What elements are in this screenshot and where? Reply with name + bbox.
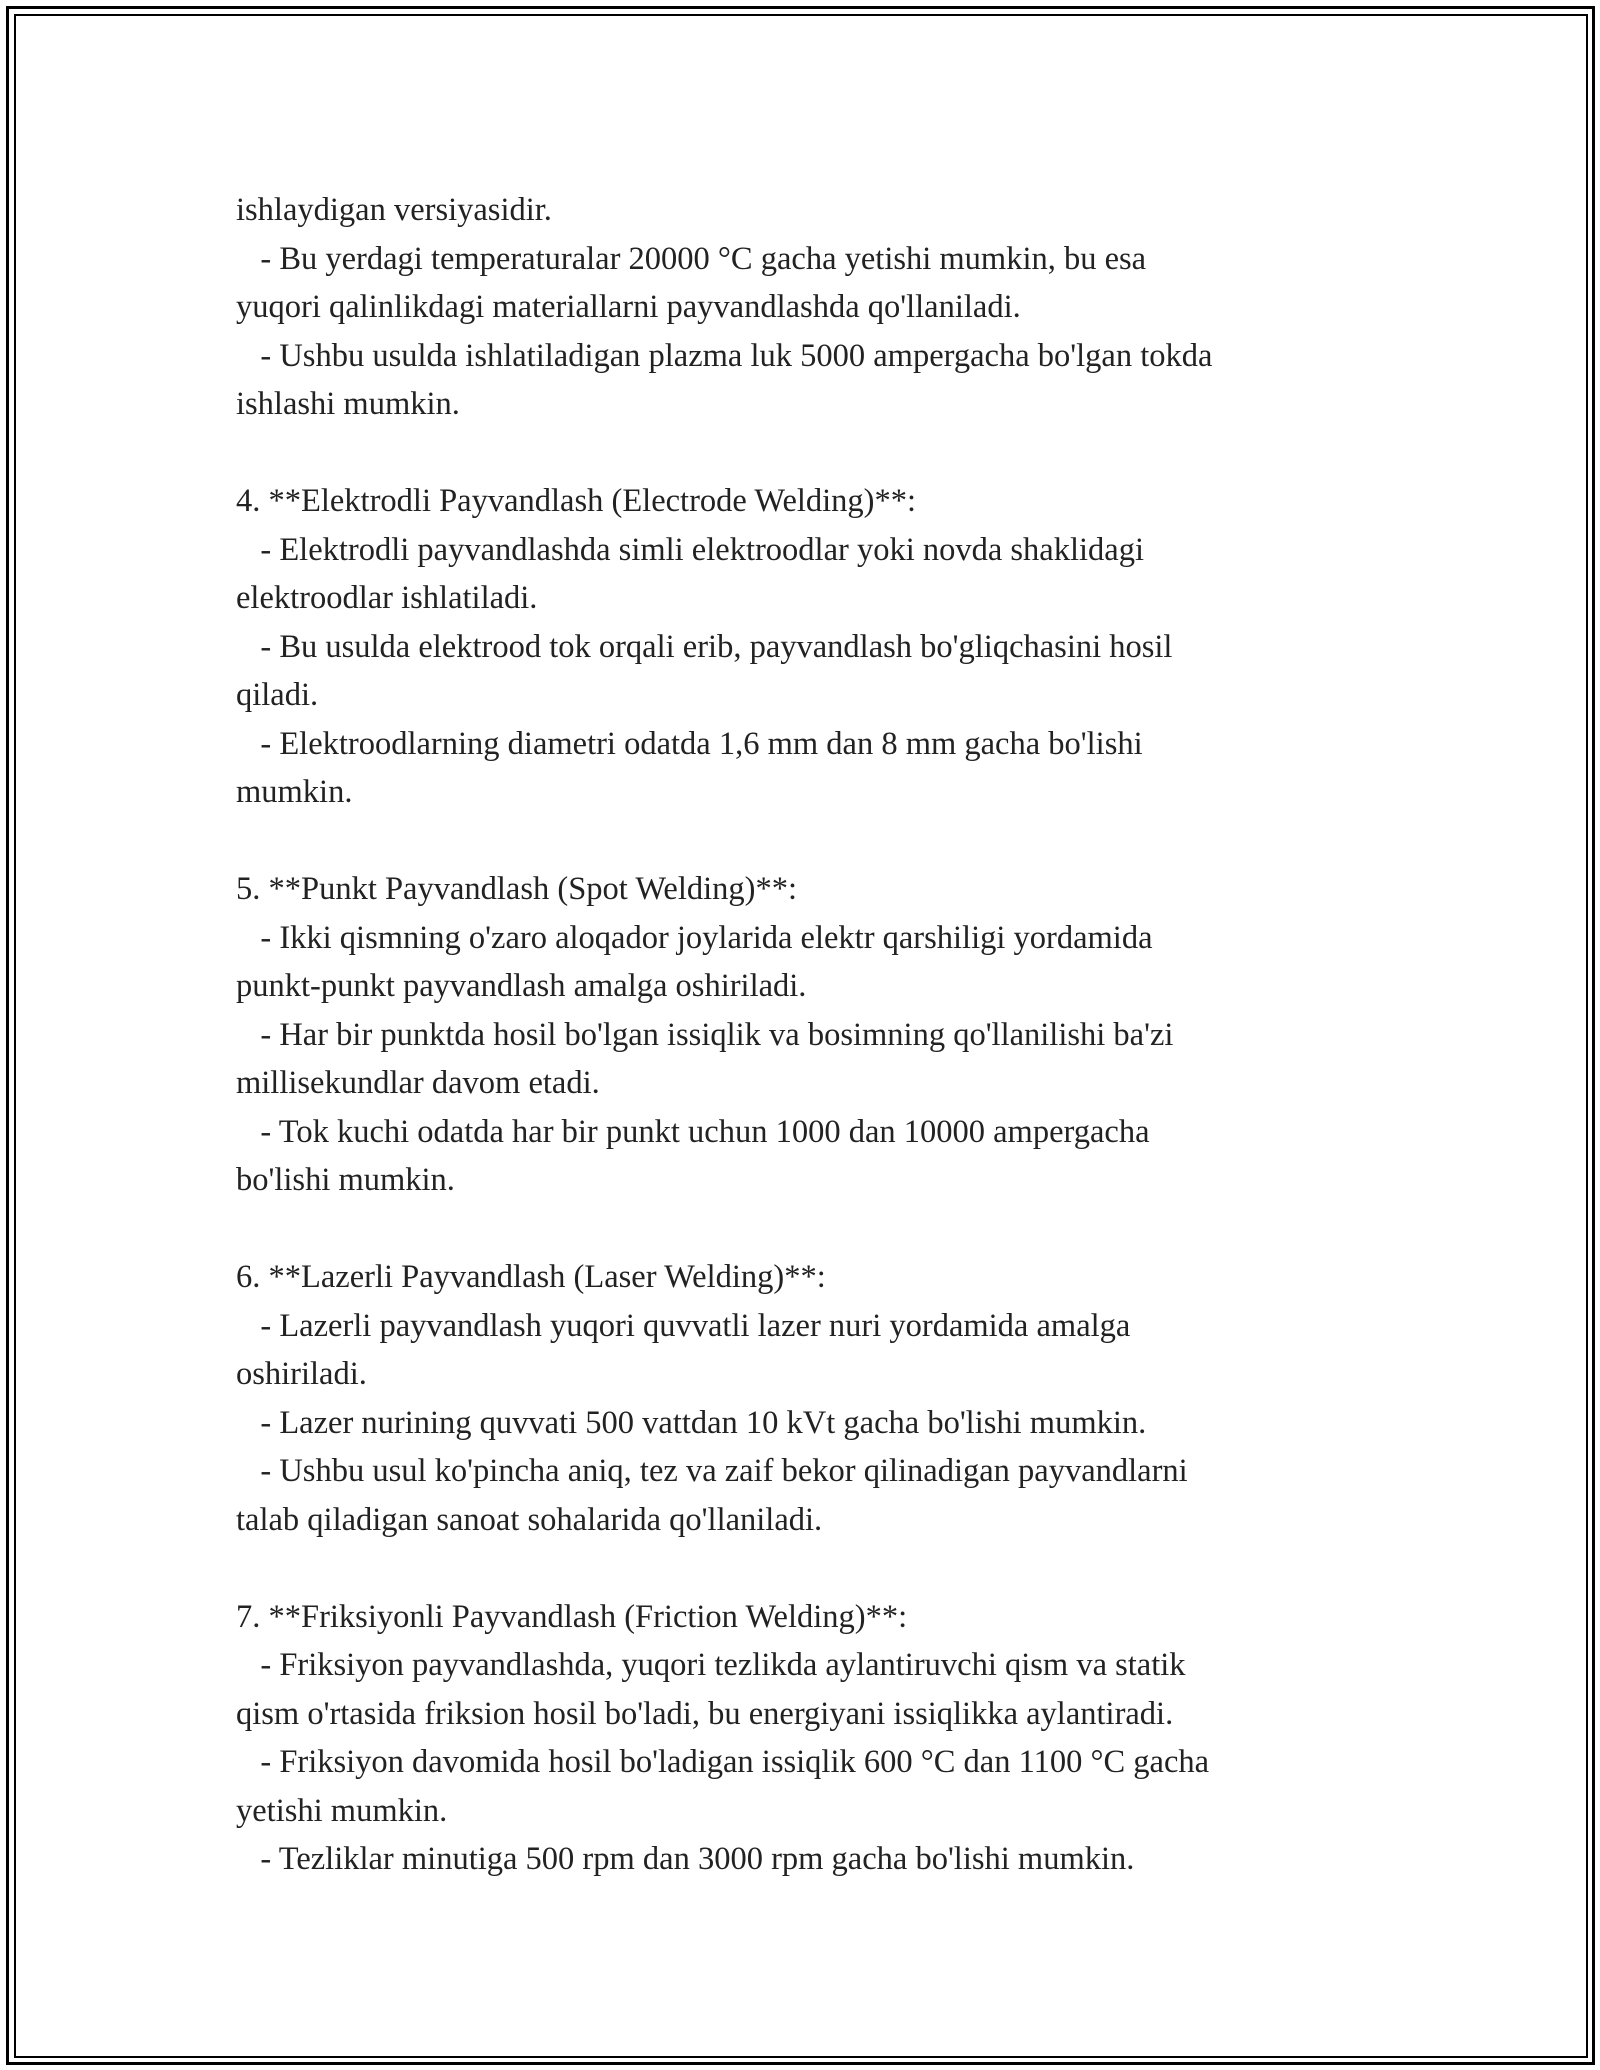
text-line: 5. **Punkt Payvandlash (Spot Welding)**: xyxy=(236,871,798,907)
text-line: 4. **Elektrodli Payvandlash (Electrode Welding)**: xyxy=(236,483,917,519)
text-paragraph xyxy=(236,1593,1376,1884)
text-line: - Ushbu usulda ishlatiladigan plazma luk 5000 ampergacha bo'lgan tokda xyxy=(236,337,1213,374)
text-line: - Bu yerdagi temperaturalar 20000 °C gacha yetishi mumkin, bu esa xyxy=(236,240,1147,277)
text-line: - Tok kuchi odatda har bir punkt uchun 1000 dan 10000 ampergacha xyxy=(236,1113,1150,1150)
text-line: - Har bir punktda hosil bo'lgan issiqlik va bosimning qo'llanilishi ba'zi xyxy=(236,1016,1174,1053)
text-line: ishlaydigan versiyasidir. xyxy=(236,192,552,228)
text-line: punkt-punkt payvandlash amalga oshiriladi. xyxy=(236,968,807,1004)
text-line: - Friksiyon davomida hosil bo'ladigan issiqlik 600 °C dan 1100 °C gacha xyxy=(236,1744,1210,1780)
text-line: - Lazerli payvandlash yuqori quvvatli lazer nuri yordamida amalga xyxy=(236,1307,1131,1344)
text-paragraph xyxy=(236,477,1376,817)
text-line: millisekundlar davom etadi. xyxy=(236,1065,600,1101)
text-line: - Tezliklar minutiga 500 rpm dan 3000 rpm gacha bo'lishi mumkin. xyxy=(236,1841,1135,1877)
text-line: talab qiladigan sanoat sohalarida qo'llaniladi. xyxy=(236,1501,823,1538)
text-line: elektroodlar ishlatiladi. xyxy=(236,580,538,616)
text-line: yuqori qalinlikdagi materiallarni payvandlashda qo'llaniladi. xyxy=(236,289,1021,325)
paragraph-spacer xyxy=(236,1544,1376,1593)
text-line: - Ushbu usul ko'pincha aniq, tez va zaif bekor qilinadigan payvandlarni xyxy=(236,1453,1188,1489)
text-line: bo'lishi mumkin. xyxy=(236,1162,455,1198)
paragraph-spacer xyxy=(236,429,1376,478)
text-line: - Elektrodli payvandlashda simli elektroodlar yoki novda shaklidagi xyxy=(236,531,1144,568)
text-line: - Ikki qismning o'zaro aloqador joylarida elektr qarshiligi yordamida xyxy=(236,919,1153,956)
paragraph-spacer xyxy=(236,817,1376,866)
text-paragraph xyxy=(236,186,1376,429)
text-line: - Bu usulda elektrood tok orqali erib, payvandlash bo'gliqchasini hosil xyxy=(236,628,1173,665)
document-body xyxy=(236,186,1376,1884)
text-line: yetishi mumkin. xyxy=(236,1792,448,1829)
text-line: - Lazer nurining quvvati 500 vattdan 10 kVt gacha bo'lishi mumkin. xyxy=(236,1404,1147,1441)
text-line: qiladi. xyxy=(236,677,319,713)
text-line: 6. **Lazerli Payvandlash (Laser Welding)**: xyxy=(236,1259,826,1295)
text-paragraph xyxy=(236,865,1376,1205)
paragraph-spacer xyxy=(236,1205,1376,1254)
text-line: qism o'rtasida friksion hosil bo'ladi, bu energiyani issiqlikka aylantiradi. xyxy=(236,1695,1174,1732)
text-line: - Elektroodlarning diametri odatda 1,6 mm dan 8 mm gacha bo'lishi xyxy=(236,725,1143,762)
text-line: - Friksiyon payvandlashda, yuqori tezlikda aylantiruvchi qism va statik xyxy=(236,1647,1186,1683)
text-line: ishlashi mumkin. xyxy=(236,386,460,422)
text-line: mumkin. xyxy=(236,774,353,810)
text-paragraph xyxy=(236,1253,1376,1544)
text-line: oshiriladi. xyxy=(236,1356,367,1392)
text-line: 7. **Friksiyonli Payvandlash (Friction Welding)**: xyxy=(236,1598,908,1635)
